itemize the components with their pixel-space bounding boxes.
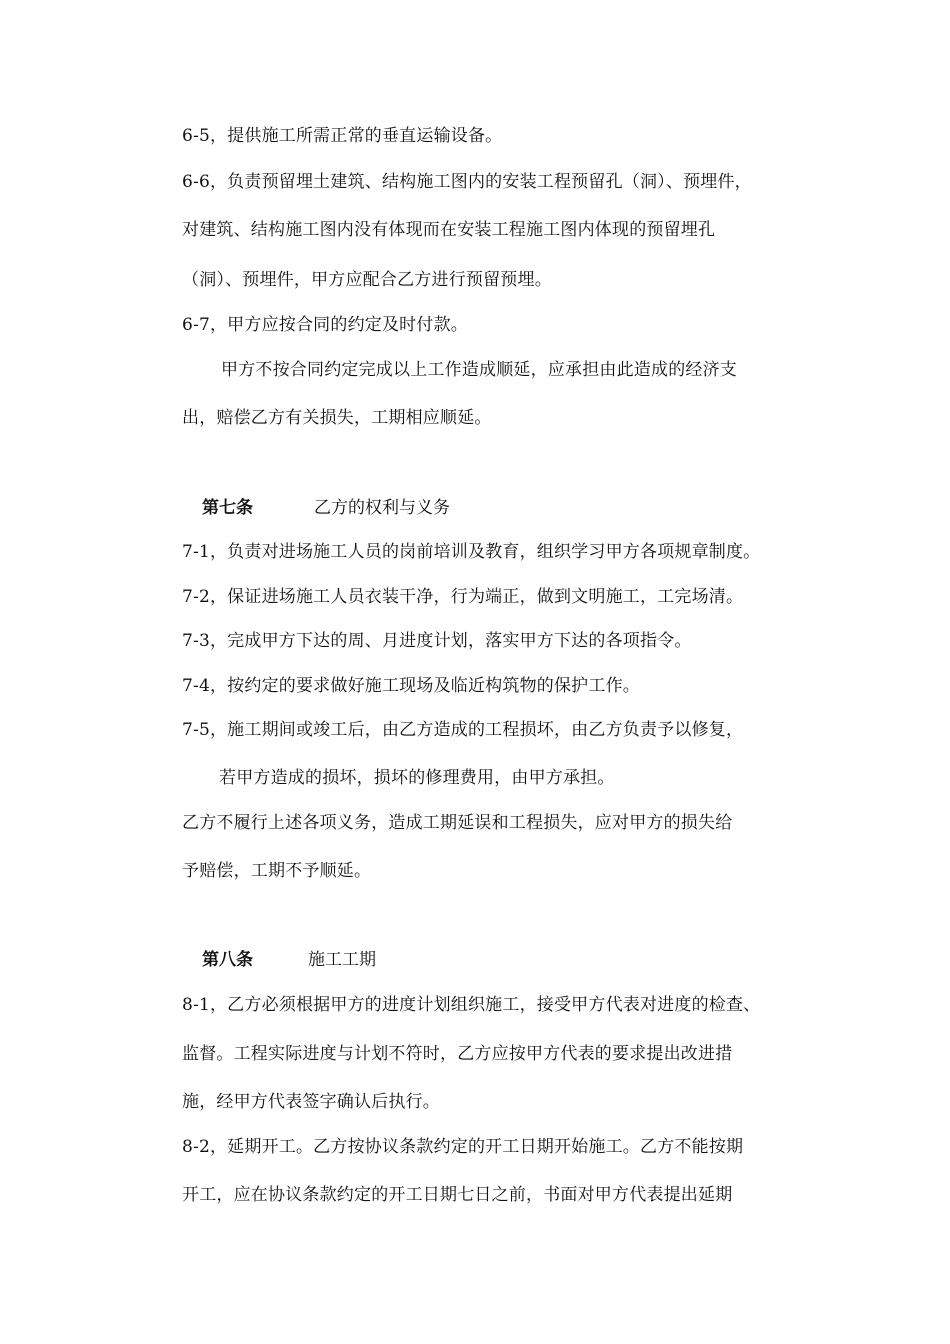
clause-6-5: 6-5，提供施工所需正常的垂直运输设备。 [182, 126, 503, 146]
section-7-title: 乙方的权利与义务 [314, 498, 450, 518]
section-7-heading [202, 496, 450, 520]
clause-7-1: 7-1，负责对进场施工人员的岗前培训及教育，组织学习甲方各项规章制度。 [182, 542, 761, 562]
clause-6-6-line-3: （洞）、预埋件，甲方应配合乙方进行预留预埋。 [182, 270, 552, 290]
clause-8-2-line-1: 8-2，延期开工。乙方按协议条款约定的开工日期开始施工。乙方不能按期 [182, 1137, 744, 1157]
clause-8-1-line-3: 施，经甲方代表签字确认后执行。 [182, 1092, 440, 1112]
clause-7-5-line-2: 若甲方造成的损坏，损坏的修理费用，由甲方承担。 [219, 768, 615, 788]
section-7-summary-line-2: 予赔偿，工期不予顺延。 [182, 861, 372, 881]
clause-6-6-line-1: 6-6，负责预留埋土建筑、结构施工图内的安装工程预留孔（洞）、预埋件， [182, 172, 752, 192]
clause-7-4: 7-4，按约定的要求做好施工现场及临近构筑物的保护工作。 [182, 676, 640, 696]
clause-6-6-line-2: 对建筑、结构施工图内没有体现而在安装工程施工图内体现的预留埋孔 [182, 220, 716, 240]
clause-7-3: 7-3，完成甲方下达的周、月进度计划，落实甲方下达的各项指令。 [182, 631, 692, 651]
clause-6-7: 6-7，甲方应按合同的约定及时付款。 [182, 315, 468, 335]
clause-7-2: 7-2，保证进场施工人员衣装干净，行为端正，做到文明施工，工完场清。 [182, 587, 744, 607]
clause-8-1-line-2: 监督。工程实际进度与计划不符时，乙方应按甲方代表的要求提出改进措 [182, 1044, 733, 1064]
section-7-summary-line-1: 乙方不履行上述各项义务，造成工期延误和工程损失，应对甲方的损失给 [182, 813, 733, 833]
section-7-number: 第七条 [202, 498, 253, 518]
section-6-summary-line-2: 出，赔偿乙方有关损失，工期相应顺延。 [182, 408, 492, 428]
section-8-title: 施工工期 [308, 950, 376, 970]
section-8-heading [202, 948, 376, 972]
section-8-number: 第八条 [202, 950, 253, 970]
section-6-summary-line-1: 甲方不按合同约定完成以上工作造成顺延，应承担由此造成的经济支 [221, 360, 737, 380]
clause-8-1-line-1: 8-1，乙方必须根据甲方的进度计划组织施工，接受甲方代表对进度的检查、 [182, 995, 761, 1015]
clause-8-2-line-2: 开工，应在协议条款约定的开工日期七日之前，书面对甲方代表提出延期 [182, 1185, 733, 1205]
clause-7-5-line-1: 7-5，施工期间或竣工后，由乙方造成的工程损坏，由乙方负责予以修复， [182, 720, 744, 740]
